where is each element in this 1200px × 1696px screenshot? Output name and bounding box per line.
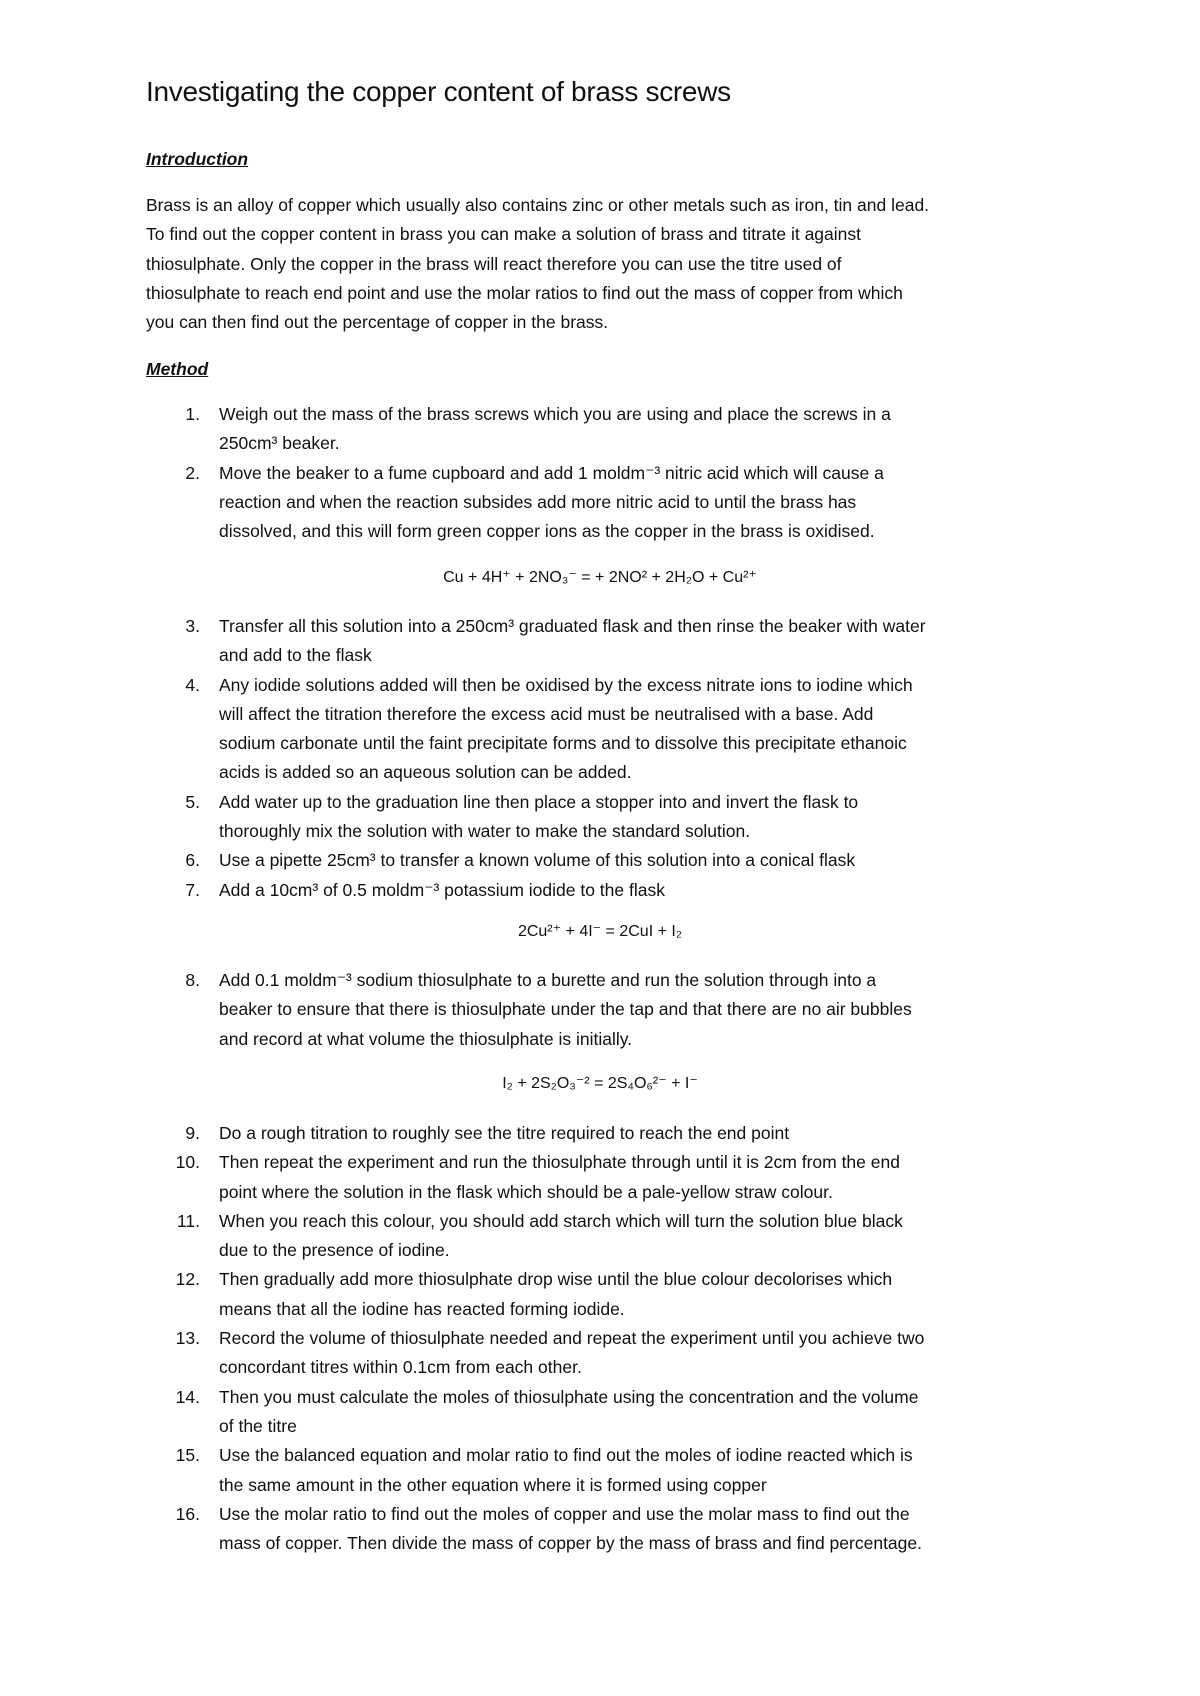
step-number: 5. (185, 791, 200, 812)
step-number: 1. (185, 404, 200, 424)
method-step (146, 1265, 1066, 1324)
step-line: thoroughly mix the solution with water to make the standard solution. (219, 821, 751, 842)
method-step (146, 459, 1066, 547)
step-number: 11. (176, 1210, 200, 1231)
method-step (146, 1324, 1066, 1383)
method-steps-list (146, 400, 1066, 546)
method-steps-list (146, 1119, 1066, 1558)
step-line: reaction and when the reaction subsides add more nitric acid to until the brass has (219, 491, 857, 512)
method-step (146, 1441, 1066, 1500)
step-number: 7. (185, 879, 200, 900)
step-number: 10. (175, 1152, 200, 1173)
step-line: acids is added so an aqueous solution can be added. (219, 762, 632, 783)
step-number: 3. (185, 616, 200, 636)
step-line: sodium carbonate until the faint precipitate forms and to dissolve this precipitate ethanoic (219, 733, 907, 754)
step-number: 9. (185, 1123, 200, 1143)
step-line: beaker to ensure that there is thiosulphate under the tap and that there are no air bubbles (219, 999, 912, 1020)
step-line: will affect the titration therefore the excess acid must be neutralised with a base. Add (219, 703, 874, 724)
step-number: 12. (175, 1269, 200, 1290)
step-line: point where the solution in the flask which should be a pale-yellow straw colour. (219, 1181, 833, 1202)
step-line: dissolved, and this will form green copper ions as the copper in the brass is oxidised. (219, 521, 875, 542)
step-number: 8. (185, 970, 200, 990)
method-step (146, 966, 1066, 1054)
method-step (146, 1383, 1066, 1442)
step-line: Then gradually add more thiosulphate drop wise until the blue colour decolorises which (219, 1269, 893, 1290)
method-step (146, 1207, 1066, 1266)
intro-line: you can then find out the percentage of copper in the brass. (146, 312, 609, 333)
step-line: Add water up to the graduation line then place a stopper into and invert the flask to (219, 791, 859, 812)
introduction-paragraph (146, 191, 1066, 337)
method-step (146, 1119, 1066, 1148)
step-line: Do a rough titration to roughly see the titre required to reach the end point (219, 1123, 790, 1143)
intro-line: To find out the copper content in brass you can make a solution of brass and titrate it against (146, 224, 862, 245)
step-line: Add a 10cm³ of 0.5 moldm⁻³ potassium iodide to the flask (219, 879, 665, 900)
method-heading: Method (146, 359, 209, 379)
method-step (146, 1500, 1066, 1559)
step-number: 2. (185, 462, 200, 483)
step-line: Weigh out the mass of the brass screws which you are using and place the screws in a (219, 404, 891, 424)
step-number: 16. (175, 1503, 200, 1524)
step-number: 15. (175, 1445, 200, 1466)
step-line: the same amount in the other equation where it is formed using copper (219, 1474, 767, 1495)
step-line: Then you must calculate the moles of thiosulphate using the concentration and the volume (219, 1386, 919, 1407)
intro-line: Brass is an alloy of copper which usually also contains zinc or other metals such as iron, tin and lead. (146, 195, 930, 215)
method-step (146, 846, 1066, 875)
equation-copper-iodide: 2Cu²⁺ + 4I⁻ = 2CuI + I₂ (517, 923, 683, 940)
step-number: 14. (175, 1386, 200, 1407)
method-step (146, 788, 1066, 847)
step-line: due to the presence of iodine. (219, 1240, 450, 1261)
method-step (146, 671, 1066, 788)
step-number: 4. (185, 674, 200, 695)
step-number: 13. (175, 1328, 200, 1349)
step-line: and add to the flask (219, 645, 372, 666)
step-line: means that all the iodine has reacted forming iodide. (219, 1298, 625, 1319)
document-title: Investigating the copper content of brass screws (146, 76, 731, 107)
equation-copper-nitric-acid: Cu + 4H⁺ + 2NO₃⁻ = + 2NO² + 2H₂O + Cu²⁺ (443, 569, 757, 586)
step-line: Use a pipette 25cm³ to transfer a known volume of this solution into a conical flask (219, 850, 856, 871)
step-line: When you reach this colour, you should add starch which will turn the solution blue black (219, 1210, 903, 1231)
step-line: mass of copper. Then divide the mass of copper by the mass of brass and find percentage. (219, 1533, 922, 1554)
step-line: and record at what volume the thiosulphate is initially. (219, 1028, 633, 1049)
method-steps-list (146, 966, 1066, 1054)
step-number: 6. (185, 850, 200, 871)
step-line: Record the volume of thiosulphate needed and repeat the experiment until you achieve two (219, 1328, 925, 1349)
method-step (146, 612, 1066, 671)
step-line: Then repeat the experiment and run the thiosulphate through until it is 2cm from the end (219, 1152, 900, 1173)
method-step (146, 400, 1066, 459)
method-step (146, 876, 1066, 905)
equation-iodine-thiosulphate: I₂ + 2S₂O₃⁻² = 2S₄O₆²⁻ + I⁻ (502, 1075, 698, 1092)
step-line: Move the beaker to a fume cupboard and add 1 moldm⁻³ nitric acid which will cause a (219, 462, 884, 483)
introduction-heading: Introduction (146, 149, 249, 169)
step-line: Use the balanced equation and molar ratio to find out the moles of iodine reacted which is (219, 1445, 913, 1466)
step-line: Use the molar ratio to find out the moles of copper and use the molar mass to find out the (219, 1503, 910, 1524)
method-step (146, 1148, 1066, 1207)
step-line: Add 0.1 moldm⁻³ sodium thiosulphate to a burette and run the solution through into a (219, 970, 877, 990)
intro-line: thiosulphate. Only the copper in the brass will react therefore you can use the titre used of (146, 253, 842, 274)
intro-line: thiosulphate to reach end point and use the molar ratios to find out the mass of copper from which (146, 282, 903, 303)
step-line: Any iodide solutions added will then be oxidised by the excess nitrate ions to iodine which (219, 674, 913, 695)
step-line: of the titre (219, 1415, 297, 1436)
step-line: 250cm³ beaker. (219, 433, 340, 454)
method-steps-list (146, 612, 1066, 905)
step-line: concordant titres within 0.1cm from each other. (219, 1357, 582, 1378)
step-line: Transfer all this solution into a 250cm³ graduated flask and then rinse the beaker with water (219, 616, 926, 636)
